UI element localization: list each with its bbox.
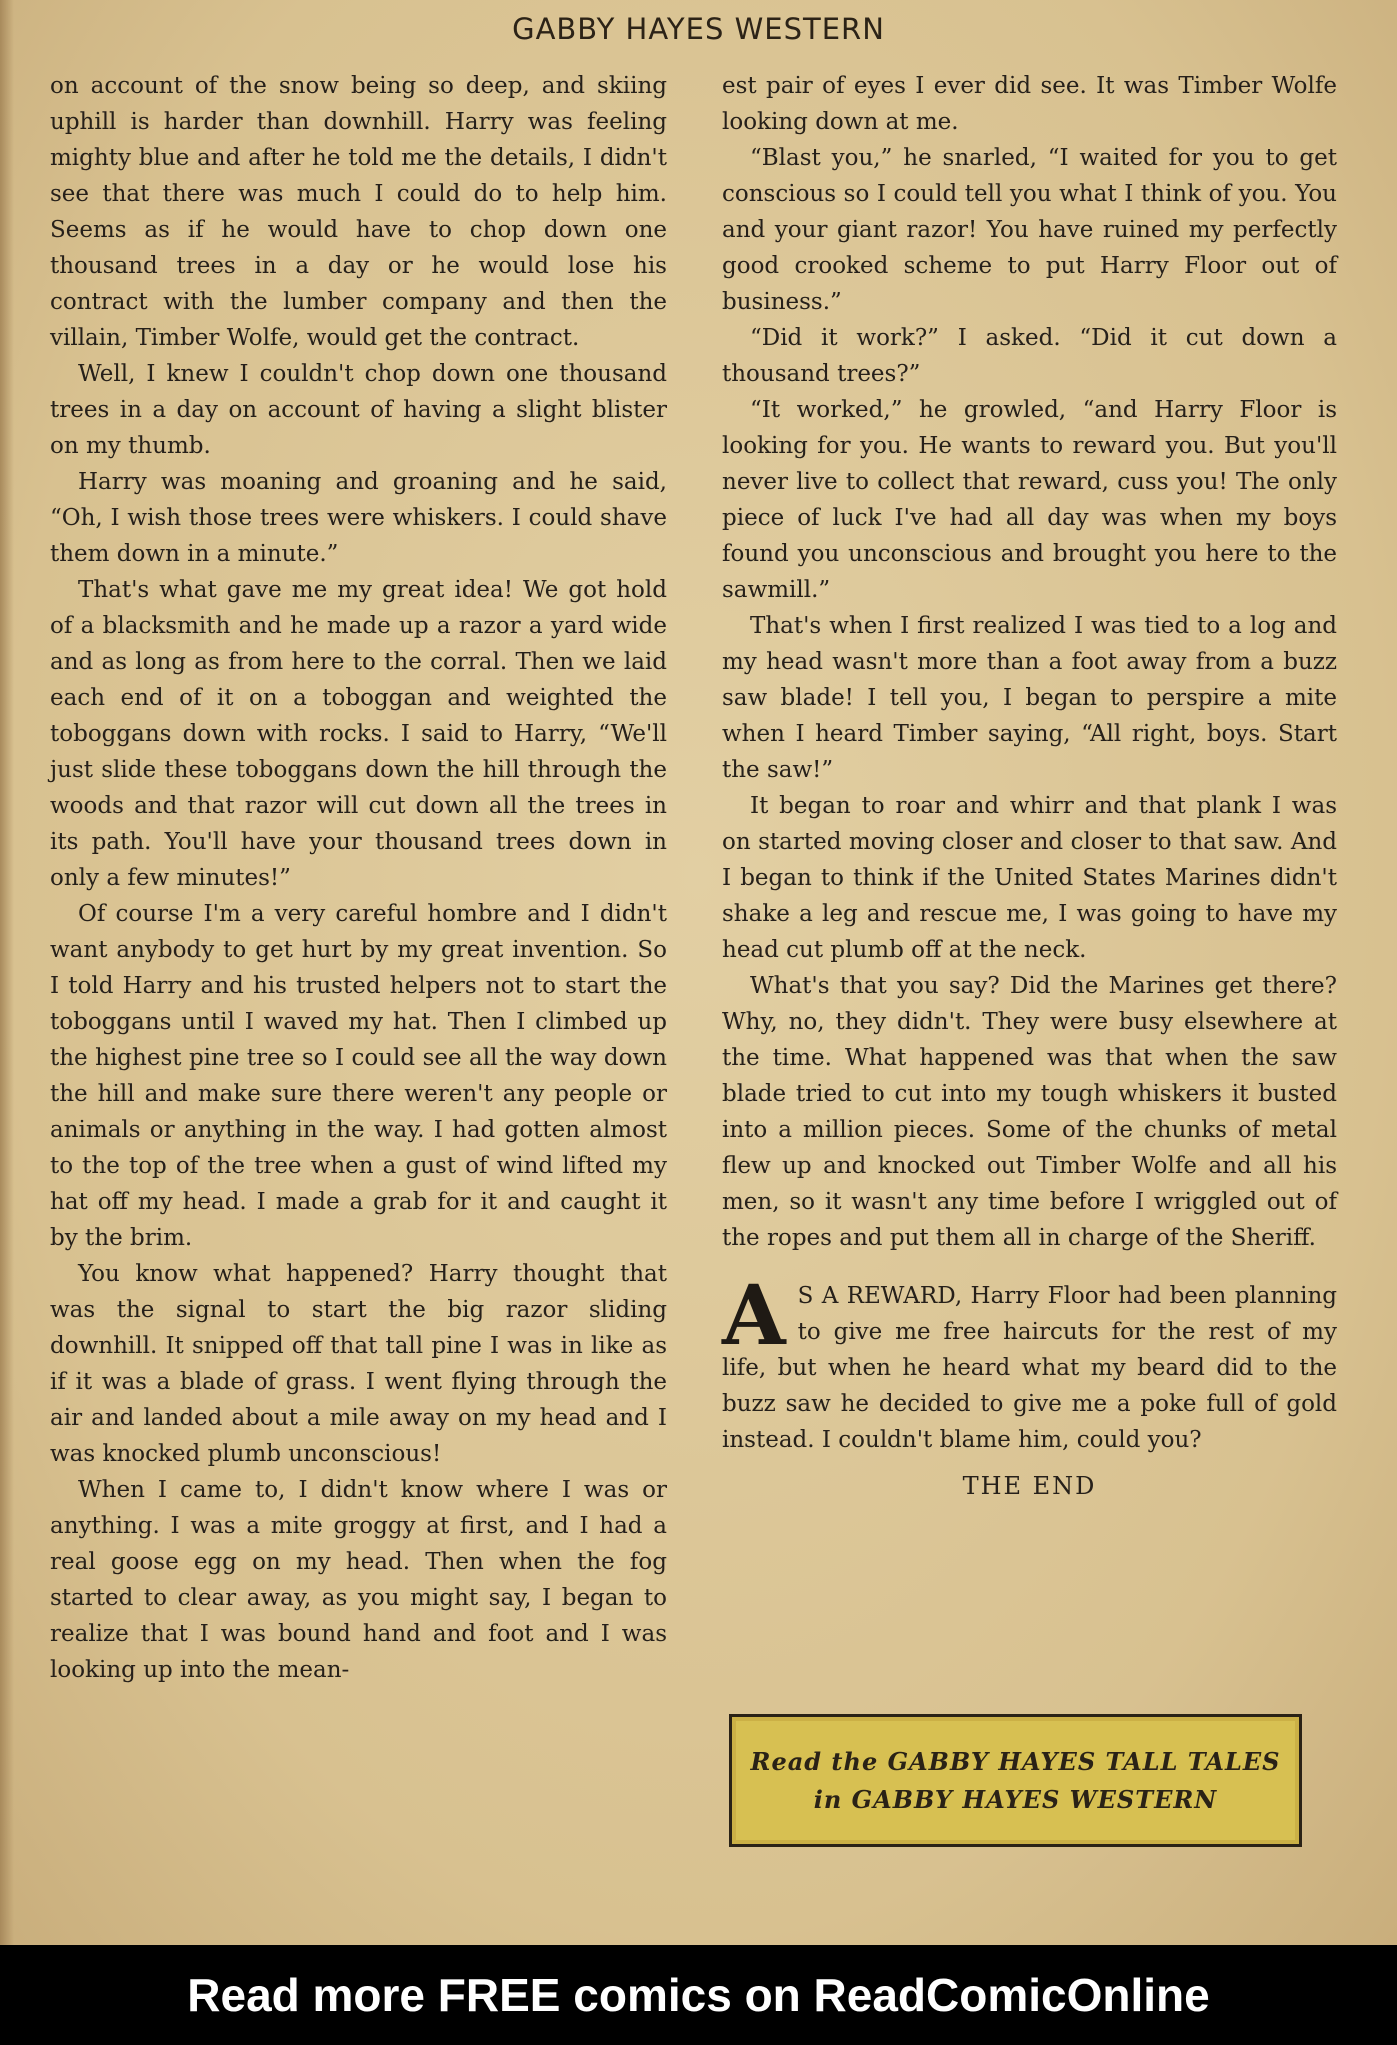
- left-paragraph: You know what happened? Harry thought that was the signal to start the big razor sliding downhill. It snipped off that tall pine I was in like as if it was a blade of grass. I went flying through the air and landed about a mile away on my head and I was knocked plumb unconscious!: [50, 1261, 667, 1467]
- reward-text: S A REWARD, Harry Floor had been planning to give me free haircuts for the rest of my life, but when he heard what my beard did to the buzz saw he decided to give me a poke full of gold instead. I couldn't blame him, could you?: [722, 1283, 1337, 1453]
- left-paragraph: Well, I knew I couldn't chop down one thousand trees in a day on account of having a slight blister on my thumb.: [50, 361, 667, 459]
- promo-line-1: Read the GABBY HAYES TALL TALES: [750, 1746, 1281, 1776]
- right-paragraph: “It worked,” he growled, “and Harry Floor is looking for you. He wants to reward you. But you'll never live to collect that reward, cuss you! The only piece of luck I've had all day was when my boys found you unconscious and brought you here to the sawmill.”: [722, 397, 1337, 603]
- right-paragraph: “Did it work?” I asked. “Did it cut down a thousand trees?”: [722, 325, 1337, 387]
- right-paragraph: What's that you say? Did the Marines get there? Why, no, they didn't. They were busy elsewhere at the time. What happened was that when the saw blade tried to cut into my tough whiskers it busted into a million pieces. Some of the chunks of metal flew up and knocked out Timber Wolfe and all his men, so it wasn't any time before I wriggled out of the ropes and put them all in charge of the Sheriff.: [722, 973, 1337, 1251]
- right-paragraph: That's when I first realized I was tied to a log and my head wasn't more than a foot away from a buzz saw blade! I tell you, I began to perspire a mite when I heard Timber saying, “All right, boys. Start the saw!”: [722, 613, 1337, 783]
- running-head-title: GABBY HAYES WESTERN: [512, 12, 885, 46]
- left-paragraph: When I came to, I didn't know where I was or anything. I was a mite groggy at first, and I had a real goose egg on my head. Then when the fog started to clear away, as you might say, I began to realize that I was bound hand and foot and I was looking up into the mean-: [50, 1477, 667, 1683]
- right-paragraph: est pair of eyes I ever did see. It was Timber Wolfe looking down at me.: [722, 73, 1337, 135]
- the-end-label: THE END: [962, 1472, 1097, 1500]
- reward-paragraph: [722, 1268, 1337, 1458]
- right-paragraph: “Blast you,” he snarled, “I waited for you to get conscious so I could tell you what I think of you. You and your giant razor! You have ruined my perfectly good crooked scheme to put Harry Floor out of business.”: [722, 145, 1337, 315]
- left-paragraph: Of course I'm a very careful hombre and I didn't want anybody to get hurt by my great invention. So I told Harry and his trusted helpers not to start the toboggans until I waved my hat. Then I climbed up the highest pine tree so I could see all the way down the hill and make sure there weren't any people or animals or anything in the way. I had gotten almost to the top of the tree when a gust of wind lifted my hat off my head. I made a grab for it and caught it by the brim.: [50, 901, 667, 1251]
- page-spine-shadow: [0, 0, 14, 1945]
- footer-banner-link[interactable]: Read more FREE comics on ReadComicOnline: [0, 1945, 1397, 2045]
- promo-line-2: in GABBY HAYES WESTERN: [813, 1784, 1218, 1814]
- right-text-column: [722, 68, 1337, 1504]
- promo-box: [729, 1714, 1302, 1847]
- right-paragraph: It began to roar and whirr and that plank I was on started moving closer and closer to that saw. And I began to think if the United States Marines didn't shake a leg and rescue me, I was going to have my head cut plumb off at the neck.: [722, 793, 1337, 963]
- left-paragraph: on account of the snow being so deep, and skiing uphill is harder than downhill. Harry was feeling mighty blue and after he told me the details, I didn't see that there was much I could do to help him. Seems as if he would have to chop down one thousand trees in a day or he would lose his contract with the lumber company and then the villain, Timber Wolfe, would get the contract.: [50, 73, 667, 351]
- left-paragraph: Harry was moaning and groaning and he said, “Oh, I wish those trees were whiskers. I could shave them down in a minute.”: [50, 469, 667, 567]
- left-paragraph: That's what gave me my great idea! We got hold of a blacksmith and he made up a razor a yard wide and as long as from here to the corral. Then we laid each end of it on a toboggan and weighted the toboggans down with rocks. I said to Harry, “We'll just slide these toboggans down the hill through the woods and that razor will cut down all the trees in its path. You'll have your thousand trees down in only a few minutes!”: [50, 577, 667, 891]
- drop-cap-letter: A: [722, 1268, 786, 1364]
- left-text-column: [50, 68, 667, 1688]
